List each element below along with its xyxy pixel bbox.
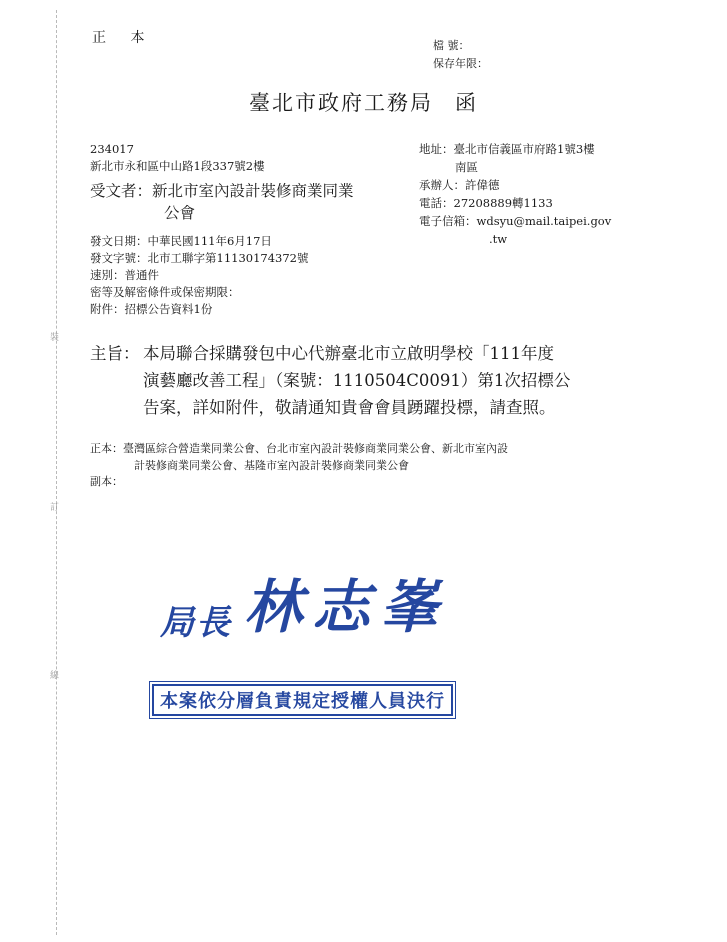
recipient-label: 受文者： [90,182,153,200]
subject-line1: 本局聯合採購發包中心代辦臺北市立啟明學校「111年度 [143,344,554,363]
main-copy-line2: 計裝修商業同業公會、基隆市室內設計裝修商業同業公會 [134,458,409,472]
agency-name: 臺北市政府工務局 [249,91,433,115]
subject-label: 主旨： [90,344,140,363]
handler-label: 承辦人： [419,178,465,192]
signature-name: 林志峯 [244,573,449,641]
authorization-stamp: 本案依分層負責規定授權人員決行 [152,684,453,716]
contact-address-line1: 臺北市信義區市府路1號3樓 [453,142,595,156]
contact-block [419,140,611,248]
distribution [90,441,508,491]
handler-name: 許偉德 [465,178,500,192]
security-level: 密等及解密條件或保密期限： [90,285,240,299]
contact-address-label: 地址： [419,142,454,156]
document-kind: 函 [455,91,478,115]
document-number: 發文字號：北市工聯字第11130174372號 [90,251,309,265]
phone-label: 電話： [419,196,454,210]
signature-seal [160,560,448,644]
carbon-copy-label: 副本： [90,475,123,488]
retention-label: 保存年限： [433,57,488,70]
subject-line3: 告案，詳如附件，敬請通知貴會會員踴躍投標，請查照。 [143,398,556,417]
file-number-label: 檔 號： [433,39,470,52]
contact-address-line2: 南區 [455,160,478,174]
email-label: 電子信箱： [419,214,477,228]
recipient-name-line2: 公會 [164,204,196,222]
attachment: 附件：招標公告資料1份 [90,302,213,316]
email-line1: wdsyu@mail.taipei.gov [476,214,612,228]
postal-code: 234017 [90,142,134,156]
binding-line [56,10,57,935]
main-copy-line1: 臺灣區綜合營造業同業公會、台北市室內設計裝修商業同業公會、新北市室內設 [123,442,508,455]
signature-title: 局長 [160,603,232,643]
binding-mark-middle: 訂 [50,503,60,513]
recipient-address: 新北市永和區中山路1段337號2樓 [90,159,265,173]
email-line2: .tw [489,232,508,246]
document-meta [90,233,308,318]
issue-date: 發文日期：中華民國111年6月17日 [90,234,272,248]
copy-type-label: 正 本 [92,30,155,46]
binding-mark-bottom: 線 [50,671,60,681]
phone-number: 27208889轉1133 [453,196,553,210]
subject [90,340,570,421]
main-copy-label: 正本： [90,442,123,455]
archive-info [433,37,488,73]
recipient-name-line1: 新北市室內設計裝修商業同業 [152,182,354,200]
recipient [90,180,354,224]
subject-line2: 演藝廳改善工程」（案號：1110504C0091）第1次招標公 [143,371,571,390]
speed-class: 速別：普通件 [90,268,159,282]
letter-title [0,87,727,117]
binding-mark-top: 裝 [50,333,60,343]
